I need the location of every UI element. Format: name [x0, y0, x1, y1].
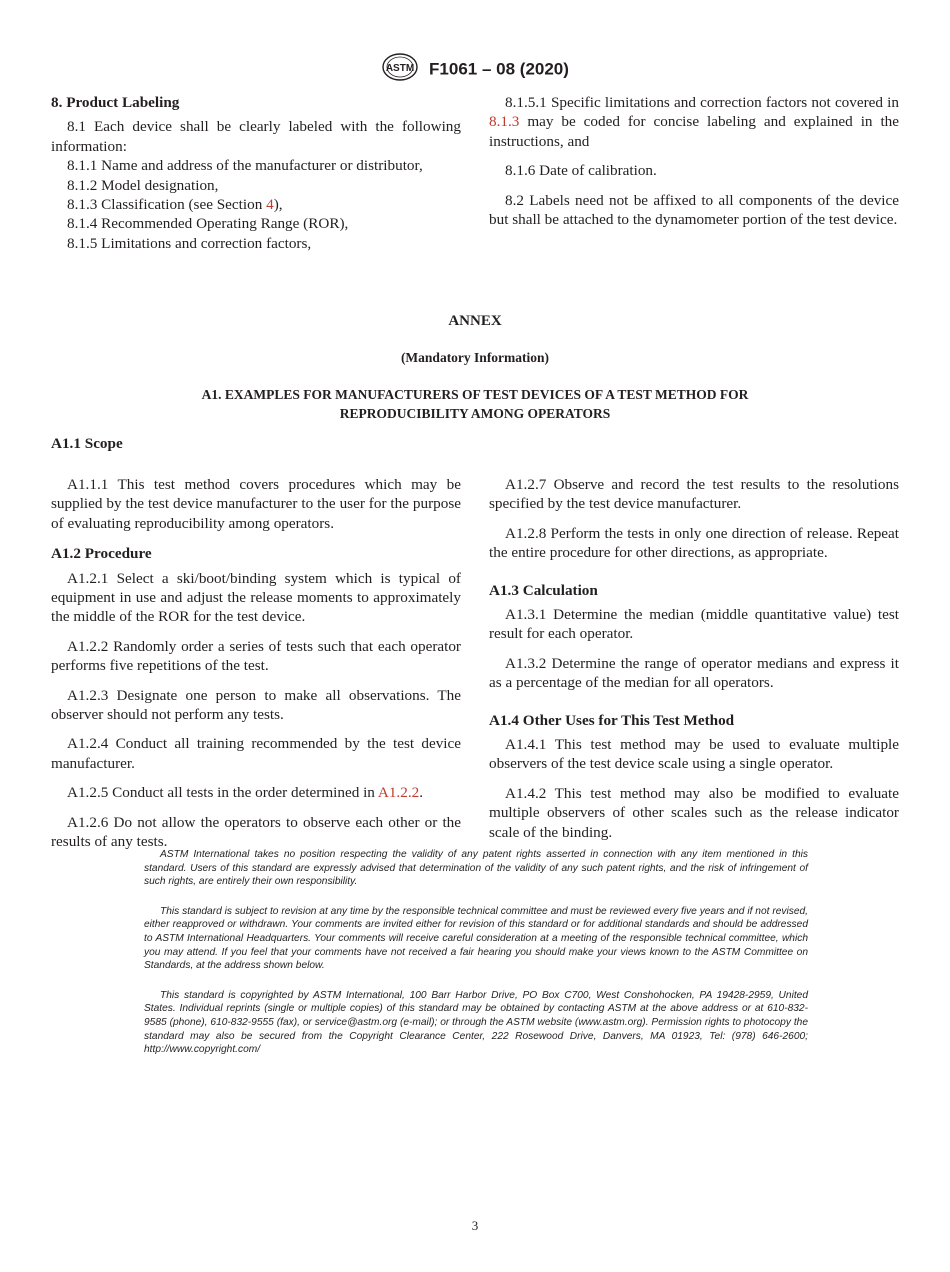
- section8-heading: 8. Product Labeling: [51, 94, 180, 111]
- page-number: 3: [471, 1218, 479, 1233]
- logo-text: ASTM: [385, 63, 415, 74]
- a1-title: [0, 385, 950, 423]
- other-uses-heading: A1.4 Other Uses for This Test Method: [489, 711, 735, 729]
- paragraph-a1-2-8: A1.2.8 Perform the tests in only one direction of release. Repeat the entire procedure for other directions, as appropriate.: [489, 524, 899, 562]
- document-designation: F1061 – 08 (2020): [429, 59, 569, 79]
- paragraph-a1-3-2: A1.3.2 Determine the range of operator medians and express it as a percentage of the median for all operators.: [489, 654, 899, 692]
- revision-note: This standard is subject to revision at any time by the responsible technical committee and must be reviewed every five years and if not revised, either reapproved or withdrawn. Your comments are invited either for revision of this standard or for additional standards and should be addressed to ASTM International Headquarters. Your comments will receive careful consideration at a meeting of the responsible technical committee, which you may attend. If you feel that your comments have not received a fair hearing you should make your views known to the ASTM Committee on Standards, at the address shown below.: [144, 905, 808, 972]
- footer-notes: [144, 848, 808, 1073]
- a1-2-5-post: .: [419, 784, 424, 802]
- item-8-1-3-pre: 8.1.3 Classification (see Section: [67, 196, 267, 214]
- paragraph-a1-4-2: A1.4.2 This test method may also be modified to evaluate multiple observers of other scales such as the release indicator scale of the binding.: [489, 784, 899, 841]
- page-header: [0, 52, 950, 87]
- a1-title-line2: REPRODUCIBILITY AMONG OPERATORS: [339, 406, 611, 421]
- list-item-8-1-3: [51, 195, 461, 214]
- p8-1-5-1-post: may be coded for concise labeling and explained in the instructions, and: [489, 113, 899, 150]
- paragraph-a1-2-6: A1.2.6 Do not allow the operators to observe each other or the results of any tests.: [51, 813, 461, 851]
- copyright-note: This standard is copyrighted by ASTM International, 100 Barr Harbor Drive, PO Box C700, West Conshohocken, PA 19428-2959, United States. Individual reprints (single or multiple copies) of this standard may be obtained by contacting ASTM at the above address or at 610-832-9585 (phone), 610-832-9555 (fax), or service@astm.org (e-mail); or through the ASTM website (www.astm.org). Permission rights to photocopy the standard may also be secured from the Copyright Clearance Center, 222 Rosewood Drive, Danvers, MA 01923, Tel: (978) 646-2600; http://www.copyright.com/: [144, 989, 808, 1056]
- scope-heading: A1.1 Scope: [51, 435, 123, 452]
- p8-1-5-1-pre: 8.1.5.1 Specific limitations and correction factors not covered in: [505, 94, 899, 111]
- procedure-heading: A1.2 Procedure: [51, 545, 152, 563]
- paragraph-a1-2-5: [51, 783, 461, 802]
- a1-title-line1: A1. EXAMPLES FOR MANUFACTURERS OF TEST DEVICES OF A TEST METHOD FOR: [201, 387, 749, 402]
- paragraph-a1-2-7: A1.2.7 Observe and record the test results to the resolutions specified by the test device manufacturer.: [489, 476, 899, 513]
- list-item: 8.1.4 Recommended Operating Range (ROR),: [67, 215, 349, 233]
- a1-2-2-link[interactable]: A1.2.2: [377, 784, 420, 802]
- section8-right-column: [489, 93, 899, 239]
- paragraph-8-1-5-1: [489, 93, 899, 151]
- patent-note: ASTM International takes no position respecting the validity of any patent rights asserted in connection with any item mentioned in this standard. Users of this standard are expressly advised that determination of the validity of any such patent rights, and the risk of infringement of such rights, are entirely their own responsibility.: [144, 849, 808, 888]
- annex-right-column: [489, 475, 899, 852]
- paragraph-8-1: 8.1 Each device shall be clearly labeled with the following information:: [51, 118, 461, 155]
- paragraph-a1-3-1: A1.3.1 Determine the median (middle quantitative value) test result for each operator.: [489, 606, 899, 643]
- calculation-heading: A1.3 Calculation: [489, 581, 598, 599]
- annex-left-column: [51, 475, 461, 862]
- astm-logo-icon: [381, 52, 419, 87]
- section8-left-column: [51, 93, 461, 253]
- paragraph-a1-1-1: A1.1.1 This test method covers procedures which may be supplied by the test device manufacturer to the user for the purpose of evaluating reproducibility among operators.: [51, 476, 461, 532]
- scope-heading-block: [51, 434, 461, 458]
- list-item: 8.1.1 Name and address of the manufacturer or distributor,: [67, 157, 423, 175]
- section-8-1-3-link[interactable]: 8.1.3: [489, 113, 520, 131]
- list-item: 8.1.2 Model designation,: [67, 176, 219, 194]
- paragraph-a1-2-1: A1.2.1 Select a ski/boot/binding system which is typical of equipment in use and adjust the release moments to approximately the middle of the ROR for the test device.: [51, 569, 461, 626]
- paragraph-a1-2-3: A1.2.3 Designate one person to make all observations. The observer should not perform any tests.: [51, 686, 461, 724]
- a1-2-5-pre: A1.2.5 Conduct all tests in the order determined in: [67, 784, 378, 802]
- list-item: 8.1.5 Limitations and correction factors,: [67, 234, 312, 252]
- section-4-link[interactable]: 4: [266, 196, 274, 214]
- annex-subtitle: (Mandatory Information): [400, 350, 550, 365]
- paragraph-a1-2-2: A1.2.2 Randomly order a series of tests such that each operator performs five repetitions of the test.: [51, 637, 461, 675]
- paragraph-8-2: 8.2 Labels need not be affixed to all components of the device but shall be attached to the dynamometer portion of the test device.: [489, 191, 899, 229]
- item-8-1-3-post: ),: [273, 196, 283, 214]
- annex-title: ANNEX: [448, 313, 502, 329]
- paragraph-a1-4-1: A1.4.1 This test method may be used to evaluate multiple observers of the test device scale using a single operator.: [489, 736, 899, 773]
- paragraph-8-1-6: 8.1.6 Date of calibration.: [505, 162, 657, 180]
- paragraph-a1-2-4: A1.2.4 Conduct all training recommended by the test device manufacturer.: [51, 735, 461, 772]
